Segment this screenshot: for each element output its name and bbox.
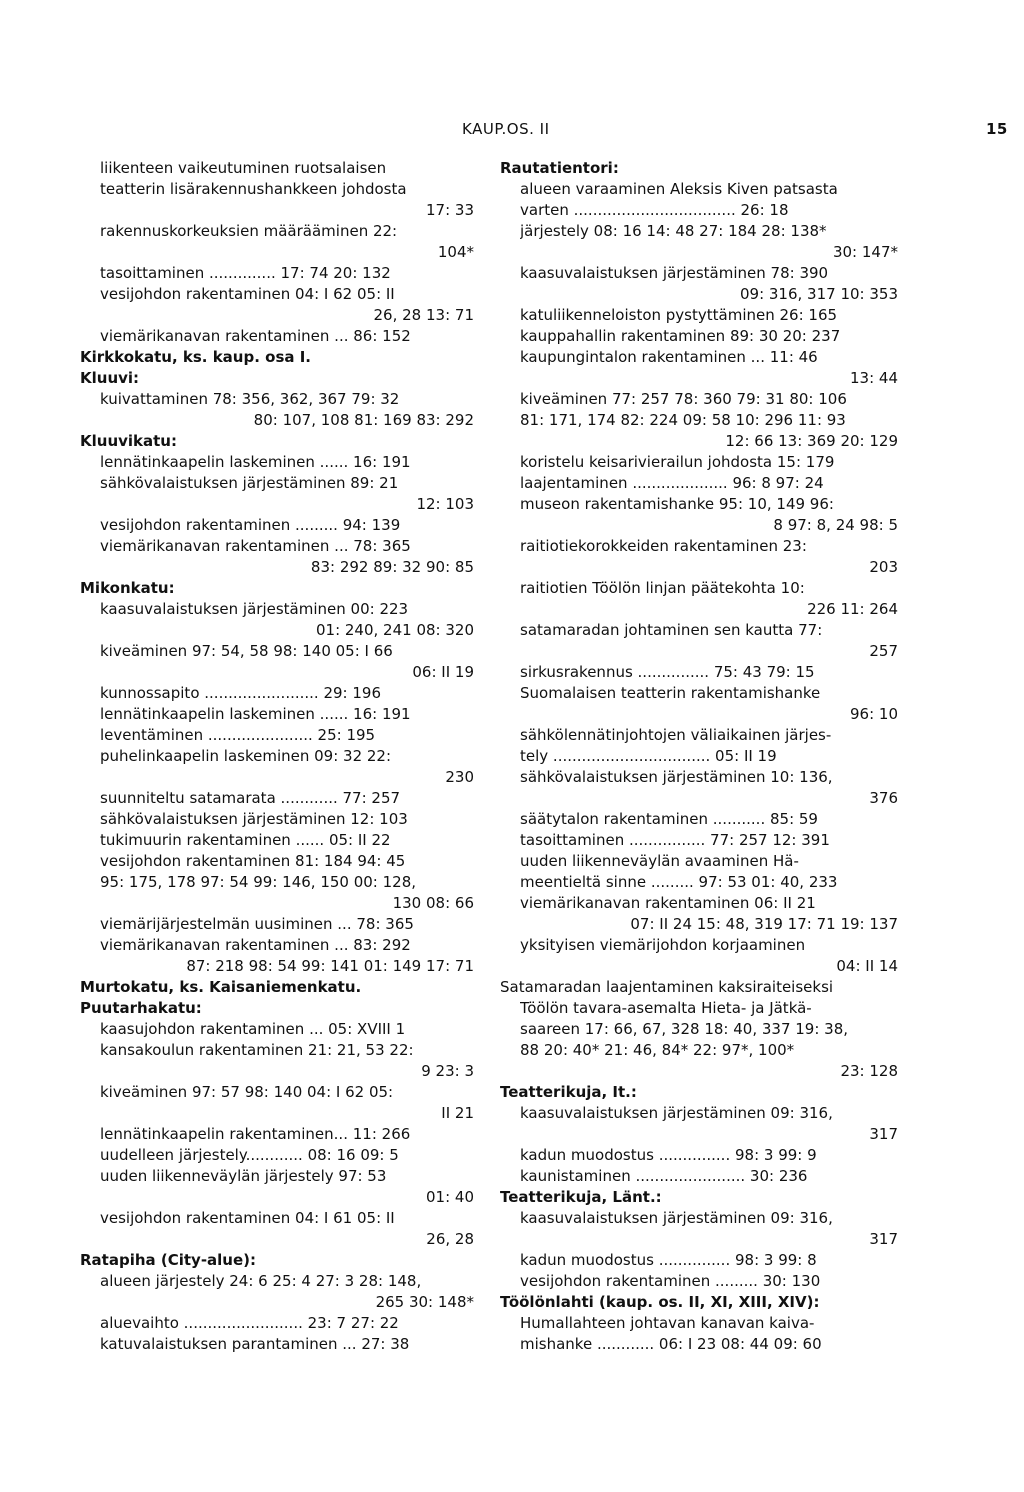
index-line: teatterin lisärakennushankkeen johdosta xyxy=(100,180,407,198)
reference-text: 13: 44 xyxy=(850,369,898,387)
index-line: Töölön tavara-asemalta Hieta- ja Jätkä- xyxy=(520,999,812,1017)
index-line: viemärikanavan rakentaminen ... 83: 292 xyxy=(100,936,411,954)
reference-continuation xyxy=(500,368,898,389)
reference-continuation xyxy=(80,1292,474,1313)
index-line: säätytalon rakentaminen ........... 85: 59 xyxy=(520,810,818,828)
index-line: uuden liikenneväylän avaaminen Hä- xyxy=(520,852,799,870)
reference-continuation xyxy=(80,893,474,914)
reference-text: II 21 xyxy=(441,1104,474,1122)
reference-text: 257 xyxy=(869,642,898,660)
reference-continuation xyxy=(500,557,898,578)
index-line: kaasuvalaistuksen järjestäminen 78: 390 xyxy=(520,264,829,282)
index-line: Humallahteen johtavan kanavan kaiva- xyxy=(520,1314,815,1332)
reference-continuation xyxy=(80,1061,474,1082)
index-line: järjestely 08: 16 14: 48 27: 184 28: 138* xyxy=(520,222,827,240)
index-line: saareen 17: 66, 67, 328 18: 40, 337 19: 38, xyxy=(520,1020,849,1038)
index-line: Satamaradan laajentaminen kaksiraiteiseksi xyxy=(500,978,834,996)
index-line: viemärikanavan rakentaminen 06: II 21 xyxy=(520,894,816,912)
running-head xyxy=(0,120,1024,142)
index-line: tasoittaminen .............. 17: 74 20: 132 xyxy=(100,264,391,282)
index-line: yksityisen viemärijohdon korjaaminen xyxy=(520,936,806,954)
index-line: tukimuurin rakentaminen ...... 05: II 22 xyxy=(100,831,391,849)
reference-text: 12: 103 xyxy=(416,495,474,513)
right-column xyxy=(500,158,898,1355)
reference-text: 203 xyxy=(869,558,898,576)
reference-text: 9 23: 3 xyxy=(421,1062,474,1080)
index-line: kuivattaminen 78: 356, 362, 367 79: 32 xyxy=(100,390,400,408)
reference-text: 04: II 14 xyxy=(836,957,898,975)
page-number: 15 xyxy=(986,120,1008,138)
entry-heading: Töölönlahti (kaup. os. II, XI, XIII, XIV): xyxy=(500,1293,820,1311)
index-line: uuden liikenneväylän järjestely 97: 53 xyxy=(100,1167,387,1185)
index-line: kaasuvalaistuksen järjestäminen 09: 316, xyxy=(520,1104,833,1122)
reference-continuation xyxy=(80,494,474,515)
index-line: katuvalaistuksen parantaminen ... 27: 38 xyxy=(100,1335,410,1353)
reference-text: 104* xyxy=(437,243,474,261)
reference-continuation xyxy=(500,1124,898,1145)
index-line: raitiotien Töölön linjan päätekohta 10: xyxy=(520,579,805,597)
entry-heading: Ratapiha (City-alue): xyxy=(80,1251,257,1269)
index-line: kaasujohdon rakentaminen ... 05: XVIII 1 xyxy=(100,1020,406,1038)
reference-text: 130 08: 66 xyxy=(392,894,474,912)
reference-text: 230 xyxy=(445,768,474,786)
index-line: raitiotiekorokkeiden rakentaminen 23: xyxy=(520,537,807,555)
index-line: lennätinkaapelin rakentaminen... 11: 266 xyxy=(100,1125,411,1143)
index-line: satamaradan johtaminen sen kautta 77: xyxy=(520,621,823,639)
index-line: kiveäminen 97: 54, 58 98: 140 05: I 66 xyxy=(100,642,393,660)
index-line: vesijohdon rakentaminen ......... 30: 130 xyxy=(520,1272,821,1290)
reference-continuation xyxy=(80,410,474,431)
index-line: sähkölennätinjohtojen väliaikainen järjes- xyxy=(520,726,832,744)
reference-continuation xyxy=(80,767,474,788)
running-head-title: KAUP.OS. II xyxy=(462,120,550,138)
reference-text: 01: 40 xyxy=(426,1188,474,1206)
index-line: kadun muodostus ............... 98: 3 99: 9 xyxy=(520,1146,817,1164)
entry-heading: Kirkkokatu, ks. kaup. osa I. xyxy=(80,348,311,366)
index-line: viemärikanavan rakentaminen ... 78: 365 xyxy=(100,537,411,555)
reference-continuation xyxy=(80,305,474,326)
reference-text: 83: 292 89: 32 90: 85 xyxy=(310,558,474,576)
reference-continuation xyxy=(500,284,898,305)
index-line: aluevaihto ......................... 23: 7 27: 22 xyxy=(100,1314,399,1332)
entry-heading: Puutarhakatu: xyxy=(80,999,202,1017)
entry-heading: Rautatientori: xyxy=(500,159,619,177)
reference-continuation xyxy=(500,788,898,809)
index-line: vesijohdon rakentaminen 04: I 62 05: II xyxy=(100,285,395,303)
index-line: 88 20: 40* 21: 46, 84* 22: 97*, 100* xyxy=(520,1041,795,1059)
index-line: puhelinkaapelin laskeminen 09: 32 22: xyxy=(100,747,392,765)
entry-heading: Teatterikuja, It.: xyxy=(500,1083,637,1101)
entry-heading: Kluuvikatu: xyxy=(80,432,177,450)
reference-text: 17: 33 xyxy=(426,201,474,219)
reference-continuation xyxy=(500,1061,898,1082)
index-line: katuliikenneloiston pystyttäminen 26: 165 xyxy=(520,306,838,324)
index-line: viemärikanavan rakentaminen ... 86: 152 xyxy=(100,327,411,345)
index-line: kadun muodostus ............... 98: 3 99: 8 xyxy=(520,1251,817,1269)
reference-text: 317 xyxy=(869,1230,898,1248)
reference-continuation xyxy=(500,515,898,536)
index-line: sirkusrakennus ............... 75: 43 79: 15 xyxy=(520,663,815,681)
reference-continuation xyxy=(80,662,474,683)
index-line: mishanke ............ 06: I 23 08: 44 09: 60 xyxy=(520,1335,822,1353)
index-line: liikenteen vaikeutuminen ruotsalaisen xyxy=(100,159,387,177)
entry-heading: Kluuvi: xyxy=(80,369,140,387)
reference-text: 30: 147* xyxy=(832,243,898,261)
reference-continuation xyxy=(80,557,474,578)
reference-continuation xyxy=(80,620,474,641)
index-line: uudelleen järjestely............ 08: 16 09: 5 xyxy=(100,1146,399,1164)
index-line: kaasuvalaistuksen järjestäminen 09: 316, xyxy=(520,1209,833,1227)
index-line: kiveäminen 77: 257 78: 360 79: 31 80: 106 xyxy=(520,390,847,408)
reference-text: 23: 128 xyxy=(840,1062,898,1080)
index-line: kaupungintalon rakentaminen ... 11: 46 xyxy=(520,348,818,366)
index-line: lennätinkaapelin laskeminen ...... 16: 191 xyxy=(100,453,411,471)
index-line: Suomalaisen teatterin rakentamishanke xyxy=(520,684,821,702)
index-line: tely ................................. 05: II 19 xyxy=(520,747,777,765)
reference-continuation xyxy=(80,242,474,263)
reference-text: 317 xyxy=(869,1125,898,1143)
index-line: tasoittaminen ................ 77: 257 12: 391 xyxy=(520,831,830,849)
reference-continuation xyxy=(500,599,898,620)
reference-continuation xyxy=(80,1103,474,1124)
index-line: varten .................................. 26: 18 xyxy=(520,201,789,219)
reference-text: 06: II 19 xyxy=(412,663,474,681)
index-line: kiveäminen 97: 57 98: 140 04: I 62 05: xyxy=(100,1083,394,1101)
index-line: vesijohdon rakentaminen ......... 94: 139 xyxy=(100,516,401,534)
index-line: kauppahallin rakentaminen 89: 30 20: 237 xyxy=(520,327,841,345)
reference-continuation xyxy=(500,704,898,725)
reference-continuation xyxy=(500,242,898,263)
index-line: sähkövalaistuksen järjestäminen 89: 21 xyxy=(100,474,399,492)
reference-continuation xyxy=(80,956,474,977)
left-column xyxy=(80,158,474,1355)
index-line: vesijohdon rakentaminen 81: 184 94: 45 xyxy=(100,852,406,870)
index-line: alueen järjestely 24: 6 25: 4 27: 3 28: 148, xyxy=(100,1272,422,1290)
index-line: koristelu keisarivierailun johdosta 15: 179 xyxy=(520,453,835,471)
index-line: museon rakentamishanke 95: 10, 149 96: xyxy=(520,495,834,513)
index-line: alueen varaaminen Aleksis Kiven patsasta xyxy=(520,180,838,198)
index-line: vesijohdon rakentaminen 04: I 61 05: II xyxy=(100,1209,395,1227)
reference-text: 26, 28 xyxy=(426,1230,474,1248)
reference-continuation xyxy=(80,200,474,221)
index-line: viemärijärjestelmän uusiminen ... 78: 365 xyxy=(100,915,414,933)
entry-heading: Teatterikuja, Länt.: xyxy=(500,1188,662,1206)
entry-heading: Mikonkatu: xyxy=(80,579,175,597)
index-line: sähkövalaistuksen järjestäminen 10: 136, xyxy=(520,768,833,786)
reference-text: 8 97: 8, 24 98: 5 xyxy=(773,516,898,534)
entry-heading: Murtokatu, ks. Kaisaniemenkatu. xyxy=(80,978,362,996)
index-line: kansakoulun rakentaminen 21: 21, 53 22: xyxy=(100,1041,414,1059)
reference-continuation xyxy=(500,1229,898,1250)
reference-text: 07: II 24 15: 48, 319 17: 71 19: 137 xyxy=(630,915,898,933)
index-line: suunniteltu satamarata ............ 77: 257 xyxy=(100,789,401,807)
reference-continuation xyxy=(500,641,898,662)
reference-text: 265 30: 148* xyxy=(375,1293,474,1311)
index-line: leventäminen ...................... 25: 195 xyxy=(100,726,376,744)
index-line: rakennuskorkeuksien määrääminen 22: xyxy=(100,222,398,240)
index-line: kunnossapito ........................ 29: 196 xyxy=(100,684,382,702)
reference-text: 87: 218 98: 54 99: 141 01: 149 17: 71 xyxy=(186,957,474,975)
reference-continuation xyxy=(500,431,898,452)
index-line: 81: 171, 174 82: 224 09: 58 10: 296 11: 93 xyxy=(520,411,846,429)
reference-text: 96: 10 xyxy=(850,705,898,723)
reference-continuation xyxy=(80,1187,474,1208)
index-line: lennätinkaapelin laskeminen ...... 16: 191 xyxy=(100,705,411,723)
index-line: meentieltä sinne ......... 97: 53 01: 40, 233 xyxy=(520,873,838,891)
reference-text: 12: 66 13: 369 20: 129 xyxy=(725,432,898,450)
index-line: sähkövalaistuksen järjestäminen 12: 103 xyxy=(100,810,408,828)
reference-text: 376 xyxy=(869,789,898,807)
reference-text: 26, 28 13: 71 xyxy=(373,306,474,324)
index-line: kaasuvalaistuksen järjestäminen 00: 223 xyxy=(100,600,409,618)
reference-text: 80: 107, 108 81: 169 83: 292 xyxy=(253,411,474,429)
reference-text: 09: 316, 317 10: 353 xyxy=(739,285,898,303)
reference-text: 01: 240, 241 08: 320 xyxy=(315,621,474,639)
index-line: kaunistaminen ....................... 30: 236 xyxy=(520,1167,808,1185)
reference-text: 226 11: 264 xyxy=(807,600,898,618)
index-line: 95: 175, 178 97: 54 99: 146, 150 00: 128, xyxy=(100,873,417,891)
reference-continuation xyxy=(500,914,898,935)
reference-continuation xyxy=(500,956,898,977)
reference-continuation xyxy=(80,1229,474,1250)
index-line: laajentaminen .................... 96: 8 97: 24 xyxy=(520,474,824,492)
